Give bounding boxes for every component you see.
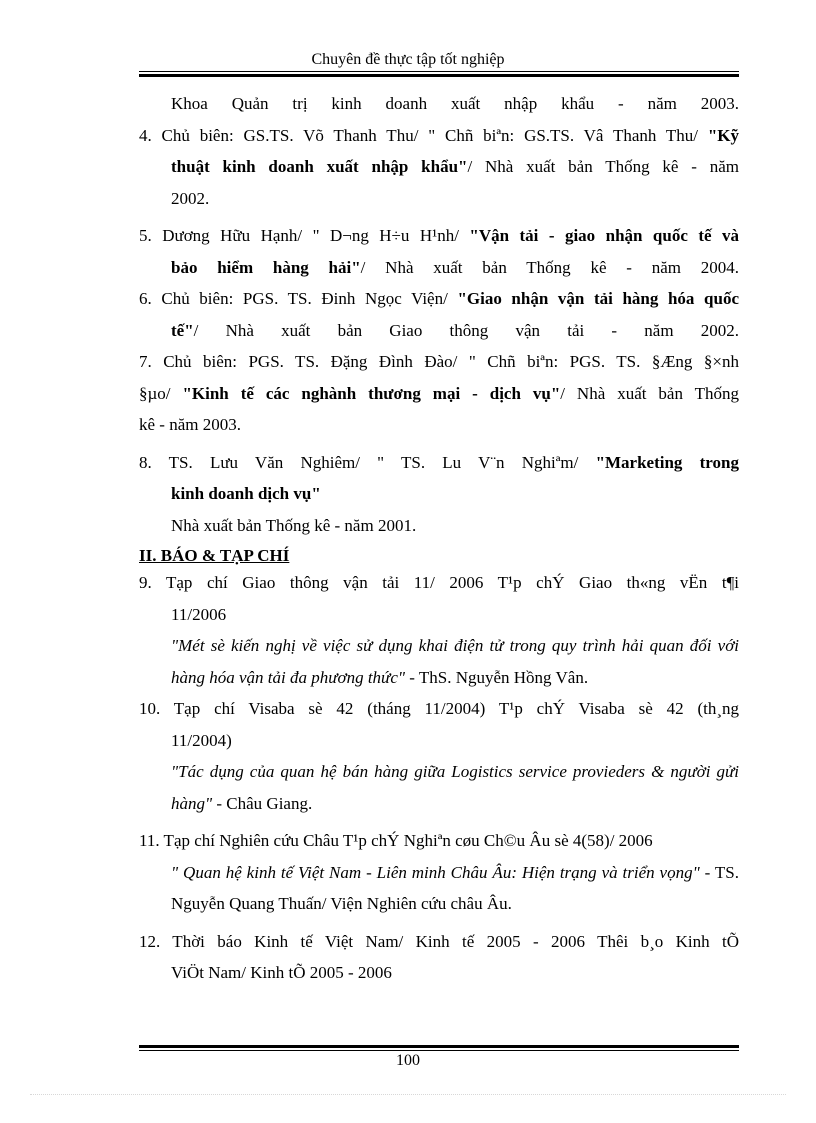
section-heading-bao-tap-chi: II. BÁO & TẠP CHÍ [139,546,290,565]
ref9-article-title: "Mét sè kiến nghị về việc sử dụng khai điện tử trong quy trình hải quan đối với hàng hóa vận tải đa phương thức" [171,636,739,687]
references-content [139,88,739,989]
ref5-publisher: / Nhà xuất bản Thống kê - năm 2004. [360,257,739,277]
reference-item-5 [139,220,739,283]
page-number: 100 [396,1052,420,1069]
reference-item-4 [139,120,739,215]
ref9-line2: 11/2006 [171,604,227,624]
ref10-line1: 10. Tạp chí Visaba sè 42 (tháng 11/2004) T¹p chÝ Visaba sè 42 (th¸ng [139,699,739,718]
reference-item-6 [139,283,739,346]
header-rule-thin [139,71,739,72]
page-edge-dotted-line [30,1094,786,1095]
ref4-title-a: "Kỹ [707,125,739,145]
ref10-line2: 11/2004) [171,730,232,750]
ref10-author: - Châu Giang. [212,793,313,813]
ref5-lead: 5. Dương Hữu Hạnh/ " D¬ng H÷u H¹nh/ [139,226,470,245]
ref4-publisher: / Nhà xuất bản Thống kê - năm [467,157,739,176]
ref7-line1: 7. Chủ biên: PGS. TS. Đặng Đình Đào/ " Chñ biªn: PGS. TS. §Æng §×nh [139,352,739,371]
ref6-lead: 6. Chủ biên: PGS. TS. Đinh Ngọc Viện/ [139,289,458,308]
ref8-title-a: "Marketing trong [595,452,739,472]
ref11-author: - TS. Nguyễn Quang Thuấn/ Viện Nghiên cứu châu Âu. [171,862,739,913]
footer-rule-thick [139,1045,739,1048]
reference-item-10 [139,693,739,819]
ref9-line1: 9. Tạp chí Giao thông vận tải 11/ 2006 T¹p chÝ Giao th«ng vËn t¶i [139,573,739,592]
reference-item-9 [139,567,739,693]
ref7-title: "Kinh tế các nghành thương mại - dịch vụ" [182,383,561,403]
ref7-lead2: §µo/ [139,383,183,403]
ref12-line1: 12. Thời báo Kinh tế Việt Nam/ Kinh tế 2005 - 2006 Thêi b¸o Kinh tÕ [139,931,739,951]
ref7-line3: kê - năm 2003. [139,415,241,434]
ref11-line1: 11. Tạp chí Nghiên cứu Châu T¹p chÝ Nghiªn cøu Ch©u Âu sè 4(58)/ 2006 [139,831,653,850]
ref4-title-b: thuật kinh doanh xuất nhập khẩu" [171,157,468,176]
reference-item-7 [139,346,739,441]
ref9-author: - ThS. Nguyễn Hồng Vân. [405,667,589,687]
ref7-publisher: / Nhà xuất bản Thống [560,383,739,403]
ref5-title-a: "Vận tải - giao nhận quốc tế và [469,226,739,245]
ref4-lead: 4. Chủ biên: GS.TS. Võ Thanh Thu/ " Chñ biªn: GS.TS. Vâ Thanh Thu/ [139,125,708,145]
ref4-year: 2002. [171,188,210,208]
ref6-publisher: / Nhà xuất bản Giao thông vận tải - năm 2002. [193,320,739,340]
ref10-article-title: "Tác dụng của quan hệ bán hàng giữa Logistics service provieders & người gửi hàng" [171,762,739,813]
ref6-title-a: "Giao nhận vận tải hàng hóa quốc [457,289,739,308]
ref8-publisher: Nhà xuất bản Thống kê - năm 2001. [171,515,417,535]
ref8-lead: 8. TS. Lưu Văn Nghiêm/ " TS. Lu V¨n Nghiªm/ [139,452,596,472]
ref12-line2: ViÖt Nam/ Kinh tÕ 2005 - 2006 [171,963,392,982]
ref8-title-b: kinh doanh dịch vụ" [171,484,321,503]
ref6-title-b: tế" [171,320,194,340]
reference-item-12 [139,926,739,989]
header-rule-thick [139,74,739,77]
ref5-title-b: bảo hiểm hàng hải" [171,257,361,277]
page-header-title: Chuyên đề thực tập tốt nghiệp [311,51,505,68]
footer-rule-thin [139,1050,739,1051]
reference-item-8 [139,447,739,542]
reference-item-11 [139,825,739,920]
ref3-continuation: Khoa Quản trị kinh doanh xuất nhập khẩu - năm 2003. [171,94,739,113]
ref11-article-title: " Quan hệ kinh tế Việt Nam - Liên minh Châu Âu: Hiện trạng và triển vọng" [171,862,700,882]
